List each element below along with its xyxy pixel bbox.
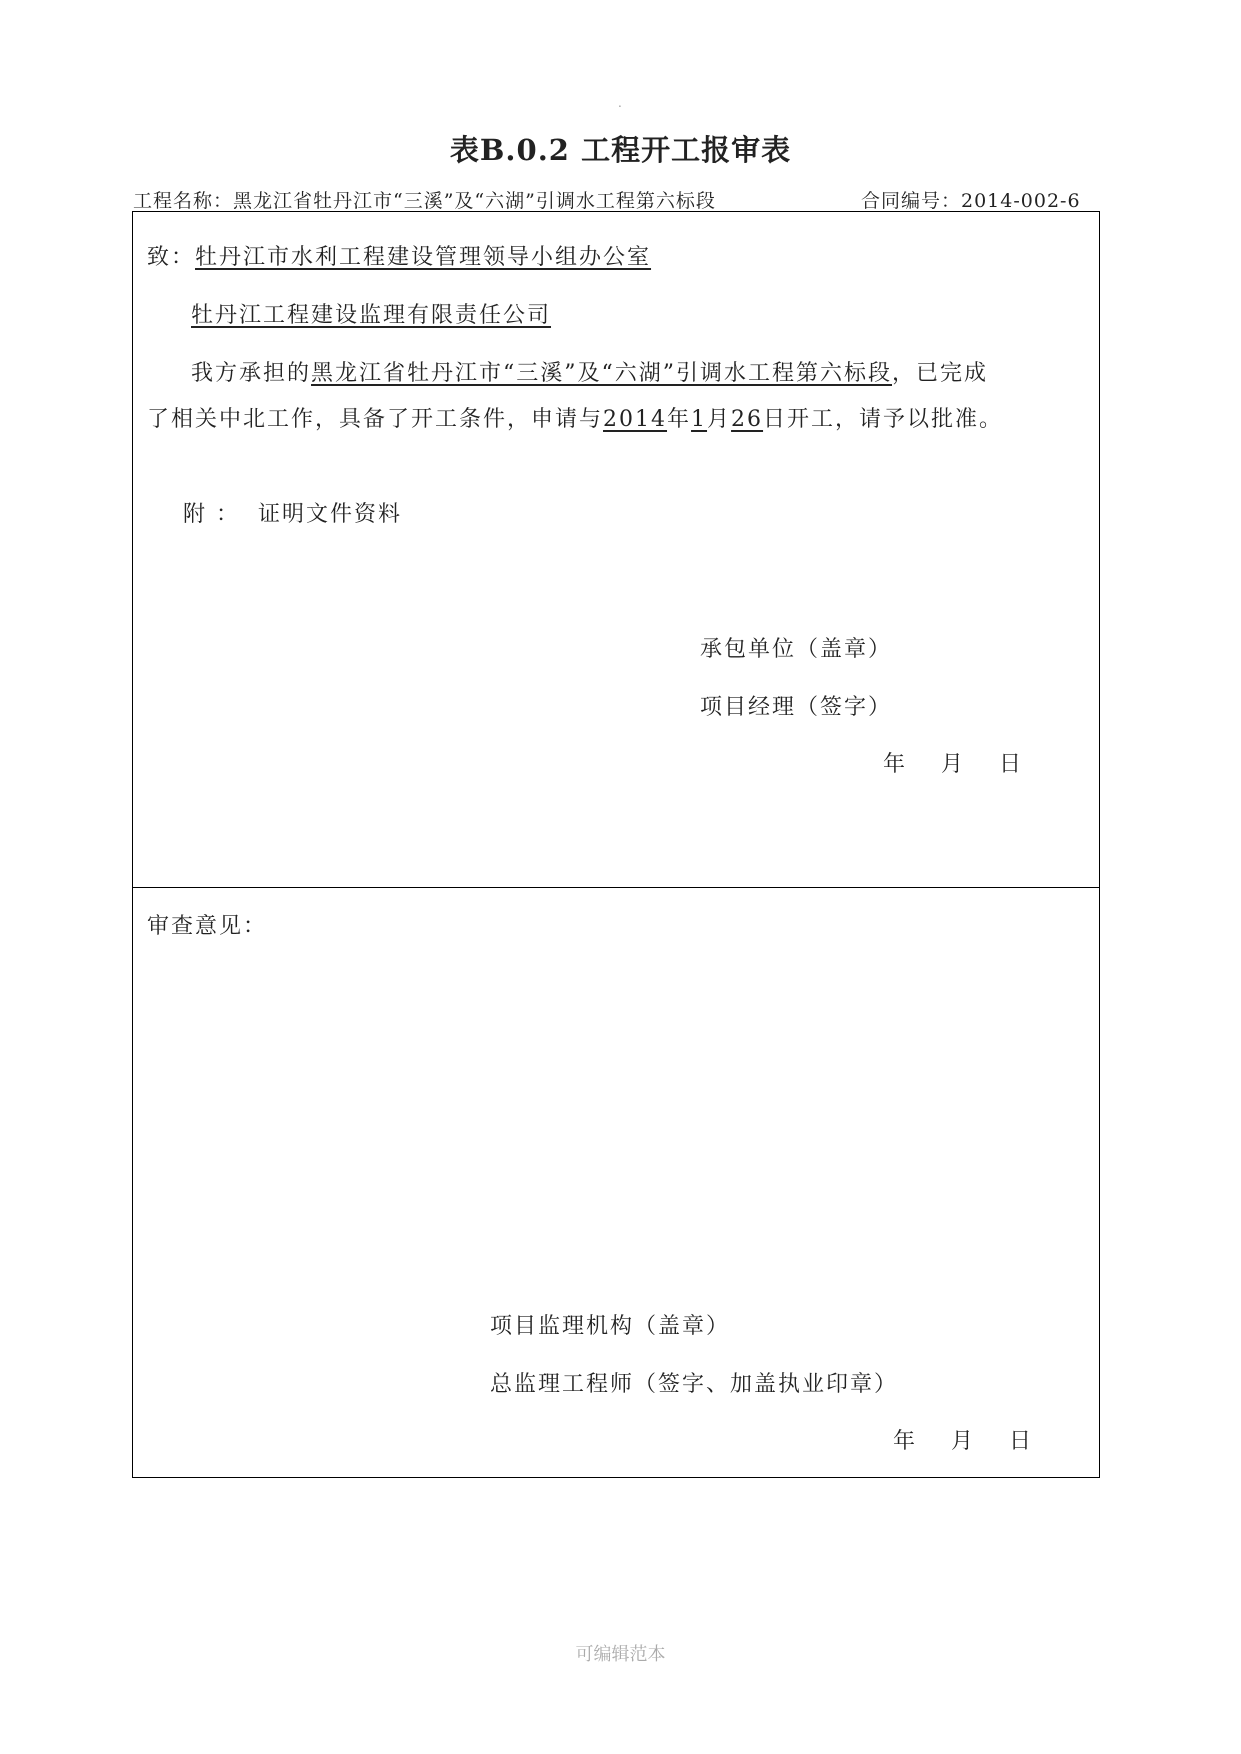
body-prefix: 我方承担的 <box>191 361 312 386</box>
footer-watermark-text: 可编辑范本 <box>575 1644 666 1664</box>
review-date-year: 年 <box>893 1429 918 1454</box>
application-body-line-2 <box>147 402 1003 433</box>
addressee-line-2 <box>191 298 551 329</box>
project-manager-signature-label: 项目经理（签字） <box>700 695 893 720</box>
top-dot-mark: . <box>618 96 622 110</box>
addressee-line-1 <box>147 240 651 271</box>
review-date-month: 月 <box>951 1429 976 1454</box>
attachment-label: 附 ： <box>183 502 240 527</box>
application-date-month: 月 <box>941 752 966 777</box>
approval-form-table <box>132 211 1100 1478</box>
review-opinion-label: 审查意见： <box>147 914 268 939</box>
start-year: 2014 <box>603 407 668 432</box>
supervision-seal-label: 项目监理机构（盖章） <box>490 1314 731 1339</box>
form-meta-row <box>133 186 1093 213</box>
review-date <box>893 1424 1033 1455</box>
application-date-year: 年 <box>883 752 908 777</box>
chief-engineer-signature-label: 总监理工程师（签字、加盖执业印章） <box>490 1372 899 1397</box>
page-title: 表B.0.2 工程开工报审表 <box>449 133 792 167</box>
body-suffix: ，已完成 <box>892 361 989 386</box>
start-month-unit: 月 <box>707 407 732 432</box>
application-date-day: 日 <box>999 752 1024 777</box>
review-date-day: 日 <box>1009 1429 1034 1454</box>
addressee-prefix: 致： <box>147 245 196 270</box>
body-project-name: 黑龙江省牡丹江市“三溪”及“六湖”引调水工程第六标段 <box>311 361 893 386</box>
application-section <box>133 212 1099 888</box>
project-name-label: 工程名称：黑龙江省牡丹江市“三溪”及“六湖”引调水工程第六标段 <box>133 190 716 212</box>
attachment-line <box>183 497 402 528</box>
review-section <box>133 887 1099 1477</box>
contractor-seal-label: 承包单位（盖章） <box>700 637 893 662</box>
application-body-line-1 <box>191 356 988 387</box>
start-year-unit: 年 <box>667 407 692 432</box>
addressee-recipient-2: 牡丹江工程建设监理有限责任公司 <box>191 303 552 328</box>
start-day: 26 <box>731 407 764 432</box>
attachment-value: 证明文件资料 <box>258 502 403 527</box>
start-month: 1 <box>691 407 708 432</box>
body-line2-prefix: 了相关中北工作，具备了开工条件，申请与 <box>147 407 604 432</box>
start-day-unit: 日开工，请予以批准。 <box>763 407 1004 432</box>
contract-number-label: 合同编号：2014-002-6 <box>861 190 1081 212</box>
addressee-recipient-1: 牡丹江市水利工程建设管理领导小组办公室 <box>195 245 652 270</box>
application-date <box>883 747 1023 778</box>
